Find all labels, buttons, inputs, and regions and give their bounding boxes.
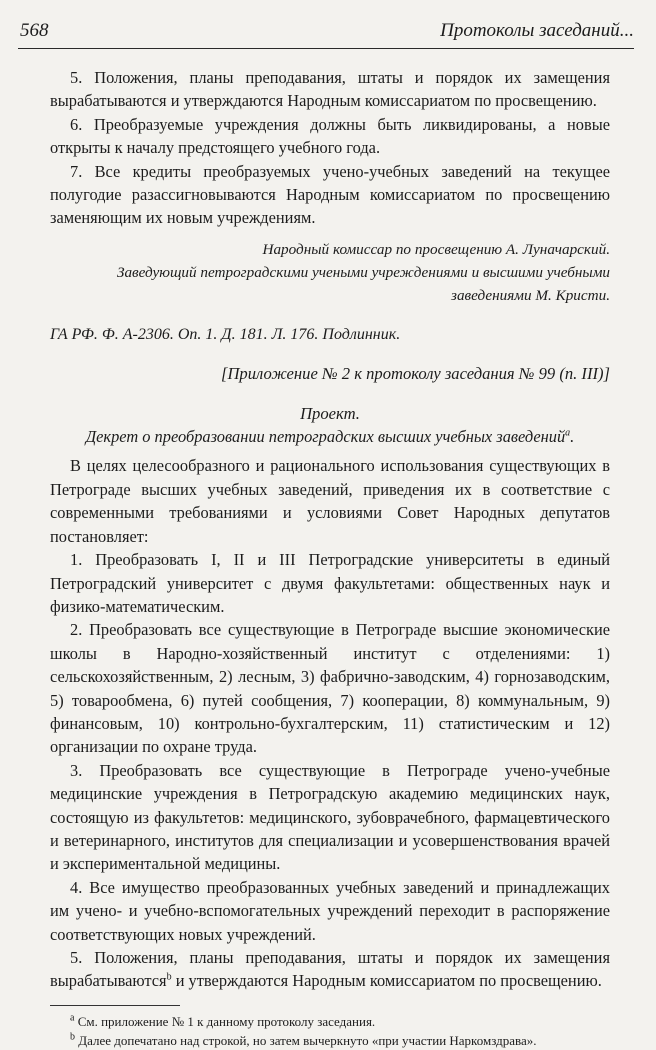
project-subtitle-end: . [570, 427, 575, 447]
decree-intro: В целях целесообразного и рационального использования существующих в Петрограде высших учебных заведений, приведения их в соответствие с современными требованиями и условиями Совет Народных депутатов постановляет: [50, 456, 610, 546]
signature-lunacharsky: Народный комиссар по просвещению А. Луначарский. [262, 240, 610, 258]
footnote-a-text: См. приложение № 1 к данному протоколу заседания. [74, 1013, 376, 1029]
footnote-a-mark: a [70, 1012, 75, 1024]
footnote-divider [50, 1005, 180, 1006]
archive-reference: ГА РФ. Ф. А-2306. Оп. 1. Д. 181. Л. 176. Подлинник. [50, 325, 401, 343]
decree-item-3: 3. Преобразовать все существующие в Петрограде учено-учебные медицинские учреждения в Петроградскую академию медицинских наук, состоящую из факультетов: медицинского, зубоврачебного, фармацевтического и ветеринарного, институтов для специализации и усовершенствования врачей и экспериментальной медицины. [50, 760, 610, 874]
decree-item-5 [50, 946, 610, 993]
decree-item-5-start: 5. Положения, планы преподавания, штаты и порядок их замещения вырабатываются [50, 948, 610, 991]
signature-kristi: Заведующий петроградскими учеными учреждениями и высшими учебными заведениями М. Кристи. [116, 263, 610, 304]
decree-item-1: 1. Преобразовать I, II и III Петроградские университеты в единый Петроградский университет с двумя факультетами: общественных наук и физико-математическим. [50, 550, 610, 616]
project-subtitle-text: Декрет о преобразовании петроградских высших учебных заведений [85, 427, 566, 447]
paragraph-5: 5. Положения, планы преподавания, штаты и порядок их замещения вырабатываются и утверждаются Народным комиссариатом по просвещению. [50, 68, 610, 111]
decree-item-2: 2. Преобразовать все существующие в Петрограде высшие экономические школы в Народно-хозяйственный институт с отделениями: 1) сельскохозяйственным, 2) лесным, 3) фабрично-заводским, 4) горнозаводским, 5) товарообмена, 6) путей сообщения, 7) кооперации, 8) коммунальным, 9) финансовым, 10) контрольно-бухгалтерским, 11) статистическим и 12) организации по охране труда. [50, 620, 610, 757]
page-content [50, 66, 610, 1050]
footnote-b-mark: b [70, 1031, 75, 1043]
appendix-reference: [Приложение № 2 к протоколу заседания № 99 (п. III)] [220, 364, 610, 384]
paragraph-6: 6. Преобразуемые учреждения должны быть ликвидированы, а новые открыты к началу предстоящего учебного года. [50, 114, 610, 158]
page-number: 568 [20, 20, 49, 41]
decree-item-5-end: и утверждаются Народным комиссариатом по просвещению. [171, 971, 602, 991]
project-subtitle [50, 425, 610, 448]
footnote-b [50, 1031, 610, 1050]
project-title: Проект. [300, 403, 360, 423]
paragraph-7: 7. Все кредиты преобразуемых учено-учебных заведений на текущее полугодие разассигновываются Народным комиссариатом по просвещению заменяющим их новым учреждениям. [50, 161, 610, 228]
footnote-marker-a: a [565, 427, 571, 439]
running-title: Протоколы заседаний... [440, 20, 634, 41]
decree-item-4: 4. Все имущество преобразованных учебных заведений и принадлежащих им учено- и учебно-вспомогательных учреждений переходит в распоряжение соответствующих новых учреждений. [50, 877, 610, 944]
footnote-a [50, 1012, 610, 1031]
footnote-b-text: Далее допечатано над строкой, но затем вычеркнуто «при участии Наркомздрава». [75, 1032, 537, 1048]
footnote-marker-b: b [166, 971, 172, 983]
page-header [18, 16, 634, 49]
